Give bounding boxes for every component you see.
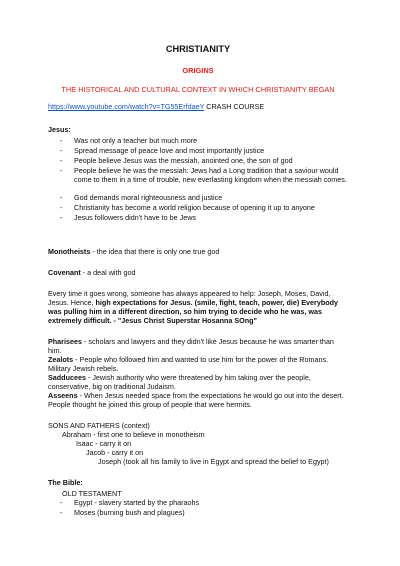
list-item: - People believe he was the messiah: Jews had a Long tradition that a saviour would come to them in a time of trouble, new everlasting kingdom when the messiah comes. bbox=[48, 166, 348, 184]
sons-abraham: Abraham - first one to believe in monotheism bbox=[62, 430, 205, 439]
paragraph-text: Every time it goes wrong, someone has always appeared to help: Joseph, Moses, David, Jesus. Hence, bbox=[48, 289, 331, 307]
group-zealots bbox=[48, 355, 348, 373]
link-suffix: CRASH COURSE bbox=[204, 102, 265, 111]
bible-list bbox=[48, 498, 348, 517]
covenant-definition bbox=[48, 268, 348, 277]
definition-term: Pharisees bbox=[48, 337, 82, 346]
definition-text: - People who followed him and wanted to use him for the power of the Romans. Military Jewish rebels. bbox=[48, 355, 329, 373]
paragraph-bold-text: high expectations for Jesus. (smile, fight, teach, power, die) Everybody was pulling him in a different direction, so him trying to decide who he was, was extremely difficult. - "Jesus Christ Superstar Hosanna SOng" bbox=[48, 298, 338, 325]
list-item: - Spread message of peace love and most importantly justice bbox=[48, 146, 348, 155]
group-pharisees bbox=[48, 337, 348, 355]
youtube-link[interactable]: https://www.youtube.com/watch?v=TG55ErfdaeY bbox=[48, 102, 205, 111]
jesus-list bbox=[48, 136, 348, 184]
list-item: - Christianity has become a world religion because of opening it up to anyone bbox=[48, 203, 348, 212]
expectations-paragraph bbox=[48, 289, 348, 325]
jesus-list-2 bbox=[48, 193, 348, 222]
list-item: - People believe Jesus was the messiah, anointed one, the son of god bbox=[48, 156, 348, 165]
list-item: - Jesus followers didn't have to be Jews bbox=[48, 213, 348, 222]
list-item: - Was not only a teacher but much more bbox=[48, 136, 348, 145]
definition-text: - the idea that there is only one true god bbox=[90, 247, 220, 256]
group-asseens bbox=[48, 391, 348, 409]
page-title: CHRISTIANITY bbox=[165, 44, 231, 54]
definition-text: - When Jesus needed space from the expectations he would go out into the desert. People thought he joined this group of people that were hermits. bbox=[48, 391, 344, 409]
section-heading-origins: ORIGINS bbox=[182, 65, 214, 75]
definition-term: Covenant bbox=[48, 268, 81, 277]
definition-term: Zealots bbox=[48, 355, 74, 364]
list-item: - God demands moral righteousness and justice bbox=[48, 193, 348, 202]
sons-joseph: Joseph (took all his family to live in Egypt and spread the belief to Egypt) bbox=[98, 457, 329, 466]
list-item: - Egypt - slavery started by the pharaohs bbox=[48, 498, 348, 507]
definition-term: Asseens bbox=[48, 391, 78, 400]
sons-isaac: Isaac - carry it on bbox=[76, 439, 132, 448]
video-link-line bbox=[48, 102, 348, 111]
definition-text: - Jewish authority who were threatened by him taking over the people, conservative, big on traditional Judaism. bbox=[48, 373, 311, 391]
list-item: - Moses (burning bush and plagues) bbox=[48, 508, 348, 517]
monotheists-definition bbox=[48, 247, 348, 256]
definition-text: - a deal with god bbox=[80, 268, 136, 277]
jesus-heading: Jesus: bbox=[48, 125, 71, 134]
sons-jacob: Jacob - carry it on bbox=[86, 448, 144, 457]
old-testament-heading: OLD TESTAMENT bbox=[62, 489, 122, 498]
context-heading: THE HISTORICAL AND CULTURAL CONTEXT IN WHICH CHRISTIANITY BEGAN bbox=[61, 84, 335, 94]
group-sadducees bbox=[48, 373, 348, 391]
sons-heading: SONS AND FATHERS (context) bbox=[48, 421, 150, 430]
definition-term: Sadducees bbox=[48, 373, 86, 382]
definition-text: - scholars and lawyers and they didn't like Jesus because he was smarter than him. bbox=[48, 337, 334, 355]
definition-term: Monotheists bbox=[48, 247, 91, 256]
bible-heading: The Bible: bbox=[48, 478, 83, 487]
